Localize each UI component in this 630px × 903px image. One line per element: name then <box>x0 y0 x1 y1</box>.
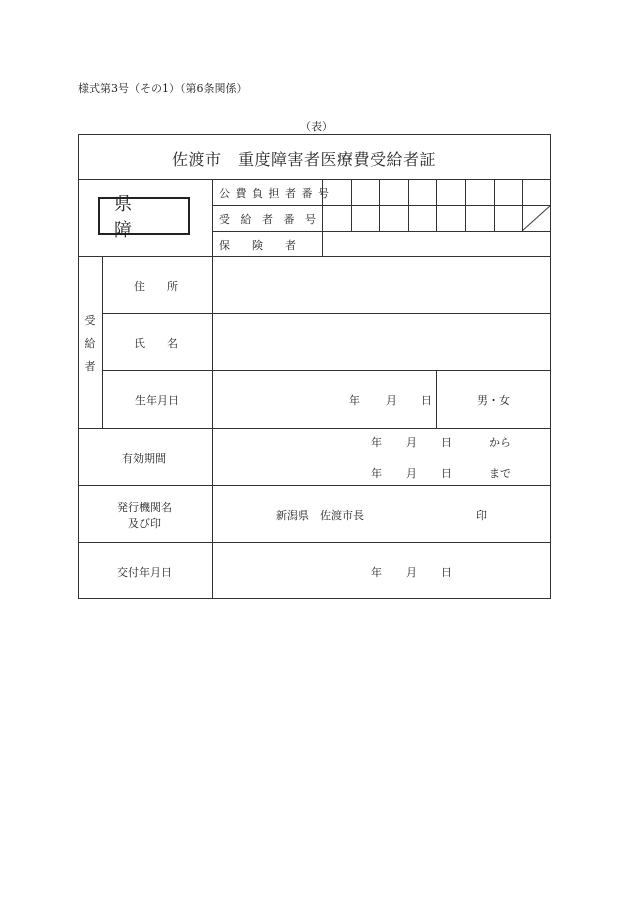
divider <box>102 256 103 428</box>
insurer-label: 保 険 者 <box>219 239 296 252</box>
valid-until-suffix: まで <box>489 467 511 480</box>
valid-period-label: 有効期間 <box>122 452 166 465</box>
divider <box>102 313 551 314</box>
recipient-group-char: 給 <box>84 337 96 350</box>
issuer-name: 新潟県 佐渡市長 <box>276 509 364 522</box>
divider <box>212 205 551 206</box>
seal-mark: 印 <box>476 509 487 522</box>
page-title: 佐渡市 重度障害者医療費受給者証 <box>172 150 437 169</box>
valid-from-day: 日 <box>441 436 452 449</box>
valid-from-year: 年 <box>371 436 382 449</box>
birth-month: 月 <box>386 394 397 407</box>
digit-cell-divider <box>494 179 495 231</box>
name-label: 氏 名 <box>134 337 178 350</box>
digit-cell-divider <box>379 179 380 231</box>
recipient-group-char: 受 <box>84 314 96 327</box>
issue-date-label: 交付年月日 <box>117 566 172 579</box>
side-label: （表） <box>300 120 333 133</box>
birth-date-label: 生年月日 <box>135 394 179 407</box>
valid-until-month: 月 <box>406 467 417 480</box>
divider <box>78 485 551 486</box>
valid-from-suffix: から <box>489 436 511 449</box>
divider <box>78 428 551 429</box>
divider <box>102 370 551 371</box>
valid-until-year: 年 <box>371 467 382 480</box>
public-burden-number-label: 公費負担者番号 <box>219 187 335 200</box>
issue-month: 月 <box>406 566 417 579</box>
divider <box>78 256 551 257</box>
divider <box>212 231 551 232</box>
valid-from-month: 月 <box>406 436 417 449</box>
divider <box>436 370 437 428</box>
valid-until-day: 日 <box>441 467 452 480</box>
digit-cell-divider <box>351 179 352 231</box>
digit-cell-divider <box>436 179 437 231</box>
recipient-group-char: 者 <box>84 360 96 373</box>
issuer-label-line1: 発行機関名 <box>117 501 172 514</box>
issue-year: 年 <box>371 566 382 579</box>
divider <box>78 542 551 543</box>
divider <box>78 179 551 180</box>
gender-field: 男・女 <box>477 394 510 407</box>
digit-cell-divider <box>408 179 409 231</box>
divider <box>212 179 213 599</box>
issue-day: 日 <box>441 566 452 579</box>
form-number: 様式第3号（その1）（第6条関係） <box>78 82 248 95</box>
recipient-number-label: 受給者番号 <box>219 213 327 226</box>
prefecture-disability-stamp: 県 障 <box>98 197 190 235</box>
issuer-label-line2: 及び印 <box>128 517 161 530</box>
birth-day: 日 <box>421 394 432 407</box>
digit-cell-divider <box>465 179 466 231</box>
birth-year: 年 <box>349 394 360 407</box>
diagonal-slash <box>522 205 551 231</box>
address-label: 住 所 <box>134 280 178 293</box>
